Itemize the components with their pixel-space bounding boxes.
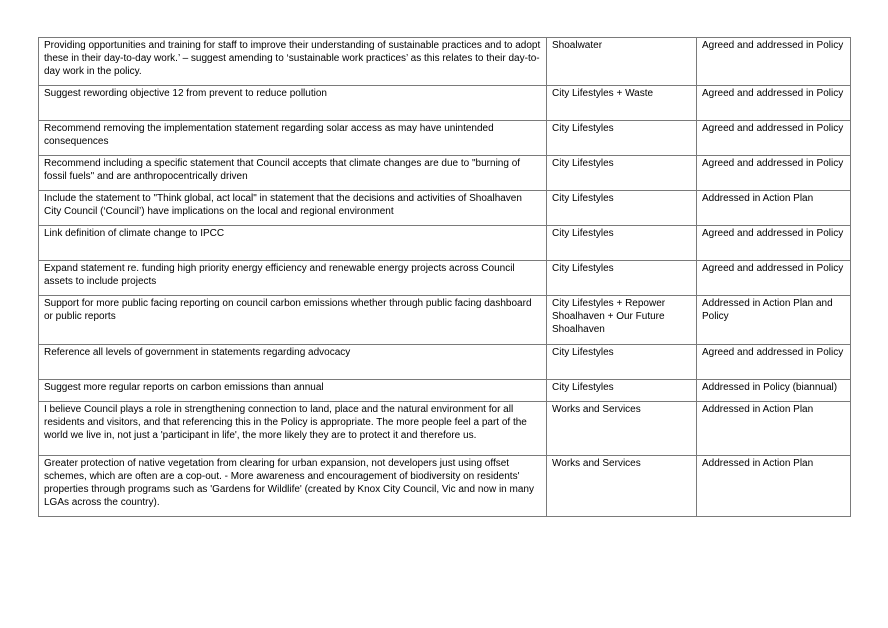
- comment-cell: Greater protection of native vegetation from clearing for urban expansion, not developers just using offset schemes, which are often are a cop-out. - More awareness and encouragement of biodiversity on residents' properties through programs such as 'Gardens for Wildlife' (created by Knox City Council, Vic and now in many LGAs across the country).: [39, 456, 547, 517]
- outcome-cell: Addressed in Action Plan: [697, 191, 851, 226]
- table-row: [39, 456, 851, 517]
- outcome-cell: Agreed and addressed in Policy: [697, 121, 851, 156]
- outcome-cell: Agreed and addressed in Policy: [697, 261, 851, 296]
- feedback-table-body: [39, 38, 851, 517]
- outcome-cell: Addressed in Action Plan: [697, 402, 851, 456]
- source-cell: City Lifestyles + Waste: [547, 86, 697, 121]
- source-cell: Works and Services: [547, 456, 697, 517]
- table-row: [39, 191, 851, 226]
- comment-cell: Recommend including a specific statement that Council accepts that climate changes are due to "burning of fossil fuels" and are anthropocentrically driven: [39, 156, 547, 191]
- comment-cell: Expand statement re. funding high priority energy efficiency and renewable energy projects across Council assets to include projects: [39, 261, 547, 296]
- source-cell: City Lifestyles: [547, 121, 697, 156]
- table-row: [39, 345, 851, 380]
- table-row: [39, 261, 851, 296]
- source-cell: Works and Services: [547, 402, 697, 456]
- source-cell: City Lifestyles: [547, 345, 697, 380]
- feedback-table: [38, 37, 851, 517]
- table-row: [39, 380, 851, 402]
- comment-cell: Reference all levels of government in statements regarding advocacy: [39, 345, 547, 380]
- comment-cell: Suggest more regular reports on carbon emissions than annual: [39, 380, 547, 402]
- outcome-cell: Addressed in Policy (biannual): [697, 380, 851, 402]
- comment-cell: Link definition of climate change to IPCC: [39, 226, 547, 261]
- outcome-cell: Agreed and addressed in Policy: [697, 226, 851, 261]
- source-cell: City Lifestyles: [547, 380, 697, 402]
- outcome-cell: Agreed and addressed in Policy: [697, 86, 851, 121]
- table-row: [39, 86, 851, 121]
- source-cell: City Lifestyles + Repower Shoalhaven + Our Future Shoalhaven: [547, 296, 697, 345]
- source-cell: City Lifestyles: [547, 226, 697, 261]
- comment-cell: Support for more public facing reporting on council carbon emissions whether through public facing dashboard or public reports: [39, 296, 547, 345]
- comment-cell: Suggest rewording objective 12 from prevent to reduce pollution: [39, 86, 547, 121]
- outcome-cell: Agreed and addressed in Policy: [697, 156, 851, 191]
- comment-cell: Providing opportunities and training for staff to improve their understanding of sustainable practices and to adopt these in their day-to-day work.’ – suggest amending to ‘sustainable work practices’ as this relates to their day-to-day work in the policy.: [39, 38, 547, 86]
- source-cell: City Lifestyles: [547, 261, 697, 296]
- table-row: [39, 226, 851, 261]
- outcome-cell: Agreed and addressed in Policy: [697, 38, 851, 86]
- outcome-cell: Addressed in Action Plan: [697, 456, 851, 517]
- table-row: [39, 38, 851, 86]
- table-row: [39, 296, 851, 345]
- table-row: [39, 156, 851, 191]
- comment-cell: Recommend removing the implementation statement regarding solar access as may have unintended consequences: [39, 121, 547, 156]
- comment-cell: I believe Council plays a role in strengthening connection to land, place and the natural environment for all residents and visitors, and that referencing this in the Policy is appropriate. The more people feel a part of the world we live in, not just a 'participant in life', the more likely they are to protect it and therefore us.: [39, 402, 547, 456]
- outcome-cell: Addressed in Action Plan and Policy: [697, 296, 851, 345]
- source-cell: City Lifestyles: [547, 191, 697, 226]
- source-cell: Shoalwater: [547, 38, 697, 86]
- comment-cell: Include the statement to "Think global, act local" in statement that the decisions and activities of Shoalhaven City Council (‘Council’) have implications on the local and regional environment: [39, 191, 547, 226]
- outcome-cell: Agreed and addressed in Policy: [697, 345, 851, 380]
- source-cell: City Lifestyles: [547, 156, 697, 191]
- table-row: [39, 121, 851, 156]
- table-row: [39, 402, 851, 456]
